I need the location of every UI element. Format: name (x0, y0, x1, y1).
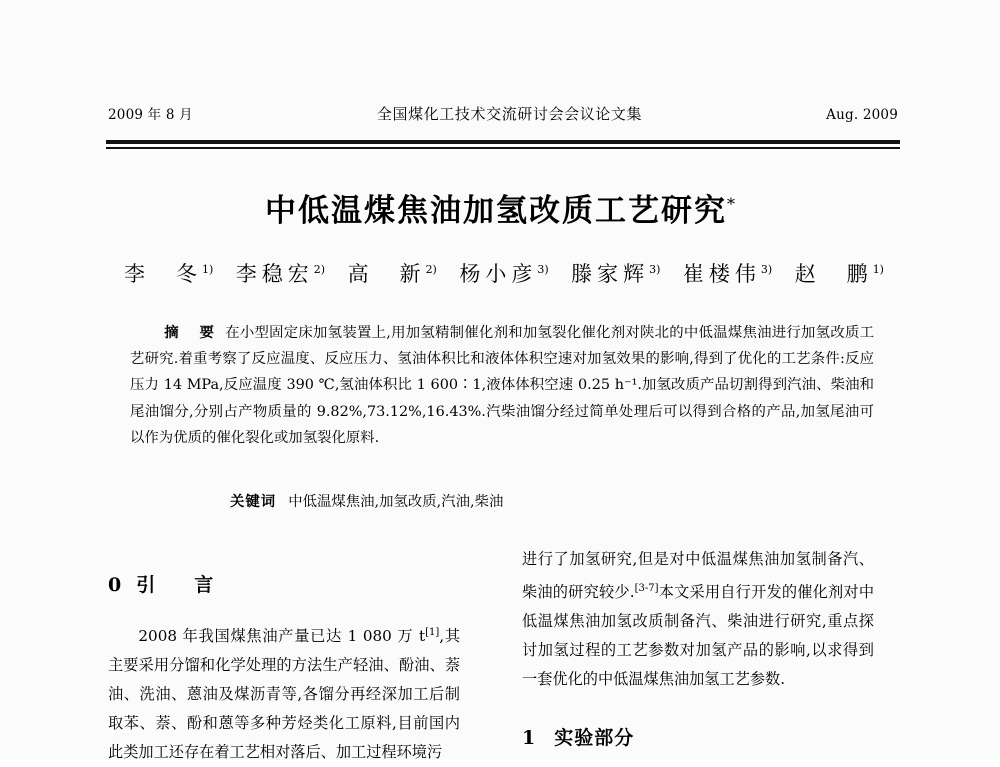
author-affiliation-mark: 2) (425, 263, 437, 276)
page-title (78, 185, 922, 230)
abstract-label: 摘 要 (164, 324, 218, 341)
abstract-block (130, 320, 874, 451)
section-number: 1 (522, 727, 537, 750)
author-affiliation-mark: 1) (872, 263, 884, 276)
paragraph-text-part-1: 2008 年我国煤焦油产量已达 1 080 万 t (138, 627, 426, 646)
author-name: 崔楼伟 (682, 262, 761, 286)
author-item (459, 258, 548, 288)
paragraph (108, 618, 460, 767)
author-affiliation-mark: 1) (202, 263, 214, 276)
author-name: 高 新 (347, 262, 426, 286)
author-affiliation-mark: 3) (760, 263, 773, 276)
author-item (236, 258, 325, 288)
author-name: 李 冬 (124, 262, 202, 286)
keywords-text: 中低温煤焦油,加氢改质,汽油,柴油 (288, 494, 504, 510)
header-rule-thin (106, 147, 900, 149)
author-list (124, 258, 884, 288)
paragraph-text-part-2: 本文采用自行开发的催化剂对中低温煤焦油加氢改质制备汽、柴油进行研究,重点探讨加氢过程的工艺参数对加氢产品的影响,以求得到一套优化的中低温煤焦油加氢工艺参数. (522, 583, 875, 689)
keywords-block (130, 490, 874, 514)
section-heading-1 (522, 724, 874, 753)
author-item (124, 258, 213, 288)
title-footnote-mark: * (727, 194, 735, 214)
running-head-center: 全国煤化工技术交流研讨会会议论文集 (376, 105, 643, 123)
paragraph-text-part-1: 进行了加氢研究,但是对中低温煤焦油加氢制备汽、柴油的研究较少. (522, 550, 874, 602)
author-name: 李稳宏 (235, 262, 314, 286)
section-number: 0 (108, 574, 123, 596)
author-name: 滕家辉 (571, 262, 650, 286)
author-name: 杨小彦 (459, 262, 538, 286)
paragraph (522, 545, 874, 694)
title-text: 中低温煤焦油加氢改质工艺研究 (265, 193, 727, 229)
body-column-right (522, 545, 874, 753)
author-item (348, 258, 437, 288)
keywords-label: 关键词 (230, 493, 277, 510)
abstract-text: 在小型固定床加氢装置上,用加氢精制催化剂和加氢裂化催化剂对陕北的中低温煤焦油进行加氢改质工艺研究.着重考察了反应温度、反应压力、氢油体积比和液体体积空速对加氢效果的影响,得到了优化的工艺条件:反应压力 14 MPa,反应温度 390 ℃,氢油体积比 1 600∶1,液体体积空速 0.25 h⁻¹.加氢改质产品切割得到汽油、柴油和尾油馏分,分别占产物质量的 9.82%,73.12%,16.43%.汽柴油馏分经过简单处理后可以得到合格的产品,加氢尾油可以作为优质的催化裂化或加氢裂化原料. (130, 325, 874, 446)
author-item (795, 258, 884, 288)
citation-reference: [1] (425, 627, 440, 638)
body-column-left (108, 545, 460, 767)
header-rule-thick (106, 140, 900, 144)
author-item (683, 258, 772, 288)
author-name: 赵 鹏 (794, 262, 873, 286)
author-affiliation-mark: 2) (313, 263, 326, 276)
running-head (108, 103, 898, 124)
author-affiliation-mark: 3) (537, 263, 549, 276)
running-head-left: 2009 年 8 月 (108, 107, 193, 123)
section-title: 实验部分 (554, 727, 635, 750)
page-sheet (78, 0, 922, 760)
citation-reference: [3-7] (634, 583, 659, 594)
section-heading-0 (108, 571, 460, 600)
running-head-right: Aug. 2009 (826, 107, 898, 123)
section-title: 引 言 (136, 574, 224, 596)
author-affiliation-mark: 3) (649, 263, 661, 276)
paragraph-text-part-2: ,其主要采用分馏和化学处理的方法生产轻油、酚油、萘油、洗油、蒽油及煤沥青等,各馏分再经深加工后制取苯、萘、酚和蒽等多种芳烃类化工原料,目前国内此类加工还存在着工艺相对落后、加工过程环境污 (108, 627, 461, 762)
author-item (571, 258, 660, 288)
